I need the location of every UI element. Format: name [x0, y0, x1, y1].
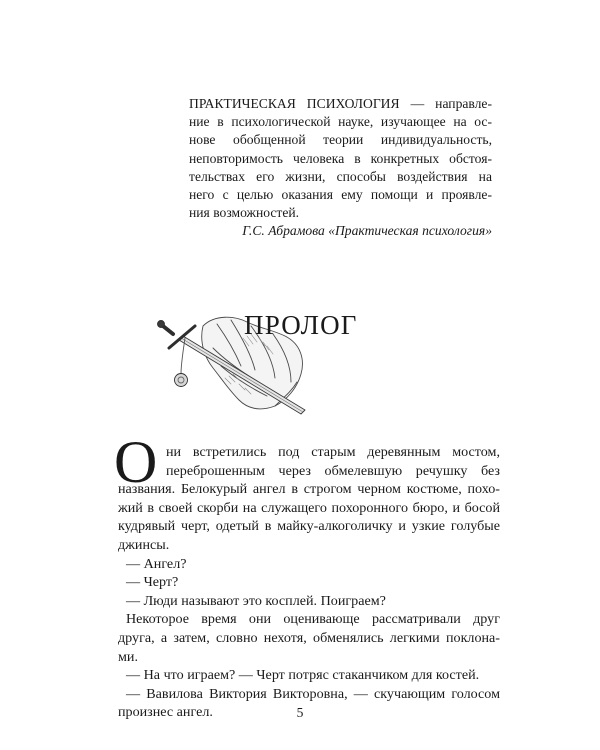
body-line: друга, а затем, словно нехотя, обменялись легкими поклона-: [118, 629, 500, 646]
body-line: названия. Белокурый ангел в строгом черном костюме, похо-: [118, 481, 500, 498]
body-line: ни встретились под старым деревянным мостом,: [166, 444, 500, 460]
page-number: 5: [296, 705, 304, 720]
epigraph: [189, 95, 492, 241]
body-line: — На что играем? — Черт потряс стаканчиком для костей.: [126, 667, 480, 684]
drop-cap: О: [114, 429, 158, 495]
body-line: джинсы.: [118, 536, 170, 553]
epigraph-line: него с целью оказания ему помощи и проявле-: [189, 187, 492, 203]
body-line: произнес ангел.: [118, 704, 213, 721]
body-line: — Черт?: [126, 574, 179, 591]
epigraph-line: неповторимость человека в конкретных обстоя-: [189, 150, 492, 166]
body-line: кудрявый черт, одетый в майку-алкоголичку и узкие голубые: [118, 518, 500, 535]
epigraph-line: нове обобщенной теории индивидуальность,: [189, 132, 492, 148]
epigraph-line: тельствах его жизни, способы воздействия на: [189, 168, 492, 184]
chapter-title: ПРОЛОГ: [244, 310, 358, 340]
body-line: — Люди называют это косплей. Поиграем?: [126, 592, 386, 609]
body-line: Некоторое время они оценивающе рассматривали друг: [126, 611, 500, 628]
body-line: жий в своей скорби на служащего похоронного бюро, и босой: [118, 499, 500, 516]
body-line: — Вавилова Виктория Викторовна, — скучающим голосом: [126, 685, 500, 702]
epigraph-attribution: Г.С. Абрамова «Практическая психология»: [242, 223, 492, 239]
body-line: переброшенным через обмелевшую речушку без: [166, 462, 500, 479]
epigraph-line: ние в психологической науке, изучающее на ос-: [189, 114, 492, 130]
epigraph-line: ПРАКТИЧЕСКАЯ ПСИХОЛОГИЯ — направле-: [189, 96, 492, 111]
body-text: [118, 443, 500, 722]
epigraph-line: ния возможностей.: [189, 205, 300, 221]
body-line: ми.: [118, 648, 138, 665]
body-line: — Ангел?: [126, 555, 187, 572]
